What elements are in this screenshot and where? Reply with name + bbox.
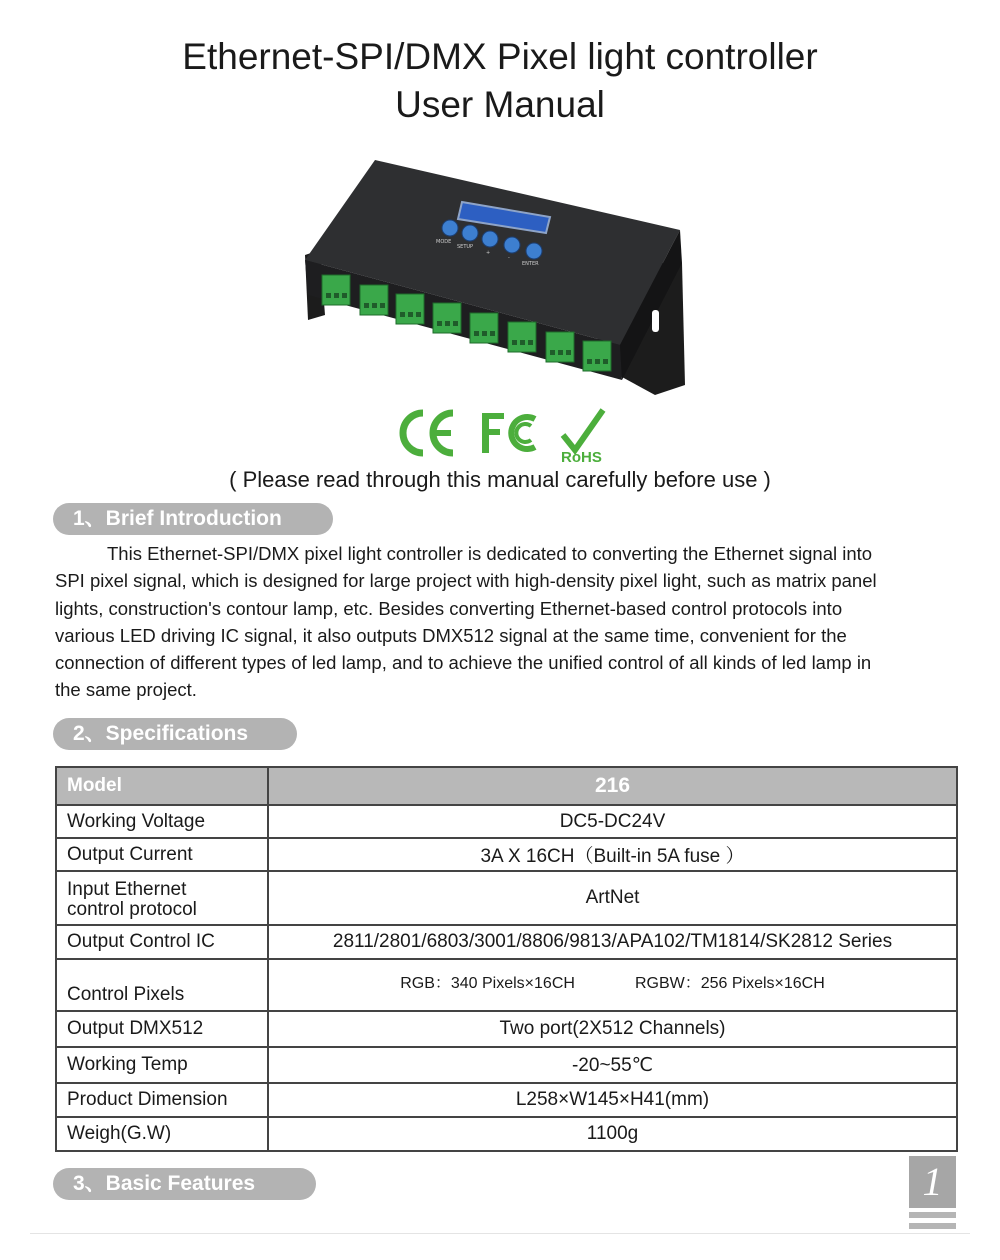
button-label: ENTER: [522, 261, 539, 267]
svg-text:RoHS: RoHS: [561, 449, 602, 465]
certification-logos: [395, 405, 620, 465]
spec-value: ArtNet: [268, 871, 957, 925]
pixels-rgb: RGB：340 Pixels×16CH: [400, 974, 575, 992]
table-header-key: Model: [56, 767, 268, 805]
table-row: [56, 1011, 957, 1047]
document-title: Ethernet-SPI/DMX Pixel light controller: [182, 36, 818, 77]
intro-line: various LED driving IC signal, it also outputs DMX512 signal at the same time, convenient for the: [55, 624, 847, 646]
table-row: [56, 925, 957, 959]
intro-line: lights, construction's contour lamp, etc. Besides converting Ethernet-based control protocols into: [55, 597, 843, 619]
spec-value: 1100g: [268, 1117, 957, 1151]
spec-value: [268, 959, 957, 1011]
table-header-row: [56, 767, 957, 805]
introduction-text: [55, 540, 965, 704]
spec-key: Output DMX512: [56, 1011, 268, 1047]
specifications-table: [55, 766, 958, 1152]
spec-key: Working Voltage: [56, 805, 268, 838]
read-manual-notice: ( Please read through this manual carefully before use ): [229, 467, 771, 492]
table-header-value: 216: [268, 767, 957, 805]
section-heading-features: 3、Basic Features: [53, 1168, 316, 1200]
button-label: SETUP: [457, 244, 474, 250]
table-row: [56, 838, 957, 871]
spec-value: Two port(2X512 Channels): [268, 1011, 957, 1047]
spec-key: Control Pixels: [56, 959, 268, 1011]
spec-key: Weigh(G.W): [56, 1117, 268, 1151]
intro-line: the same project.: [55, 679, 197, 701]
spec-value: DC5-DC24V: [268, 805, 957, 838]
table-row: [56, 959, 957, 1011]
spec-key-line: Input Ethernet: [67, 879, 187, 900]
page-number-decoration: [909, 1212, 956, 1234]
button-label: MODE: [436, 239, 452, 245]
spec-key: Working Temp: [56, 1047, 268, 1083]
intro-line: SPI pixel signal, which is designed for large project with high-density pixel light, such as matrix panel: [55, 570, 877, 592]
spec-key: [56, 871, 268, 925]
rohs-mark-icon: [561, 410, 603, 465]
table-row: [56, 871, 957, 925]
pixels-rgbw: RGBW：256 Pixels×16CH: [634, 974, 825, 992]
table-row: [56, 1047, 957, 1083]
table-row: [56, 1117, 957, 1151]
intro-line: This Ethernet-SPI/DMX pixel light controller is dedicated to converting the Ethernet signal into: [107, 543, 873, 564]
button-label: -: [508, 255, 510, 261]
button-label: +: [486, 250, 491, 256]
table-row: [56, 805, 957, 838]
spec-value: 2811/2801/6803/3001/8806/9813/APA102/TM1814/SK2812 Series: [268, 925, 957, 959]
spec-value: 3A X 16CH（Built-in 5A fuse ）: [268, 838, 957, 871]
spec-key: Product Dimension: [56, 1083, 268, 1117]
controller-device-image: [300, 155, 690, 395]
divider: [30, 1233, 970, 1234]
spec-key: Output Current: [56, 838, 268, 871]
spec-key-line: control protocol: [67, 899, 197, 920]
spec-value: -20~55℃: [268, 1047, 957, 1083]
section-heading-introduction: 1、Brief Introduction: [53, 503, 333, 535]
spec-key: Output Control IC: [56, 925, 268, 959]
section-heading-specifications: 2、Specifications: [53, 718, 297, 750]
document-subtitle: User Manual: [395, 84, 605, 125]
intro-line: connection of different types of led lamp, and to achieve the unified control of all kinds of led lamp in: [55, 652, 872, 674]
fc-mark-icon: [482, 413, 535, 453]
spec-value: L258×W145×H41(mm): [268, 1083, 957, 1117]
table-row: [56, 1083, 957, 1117]
page-number: 1: [909, 1156, 956, 1208]
